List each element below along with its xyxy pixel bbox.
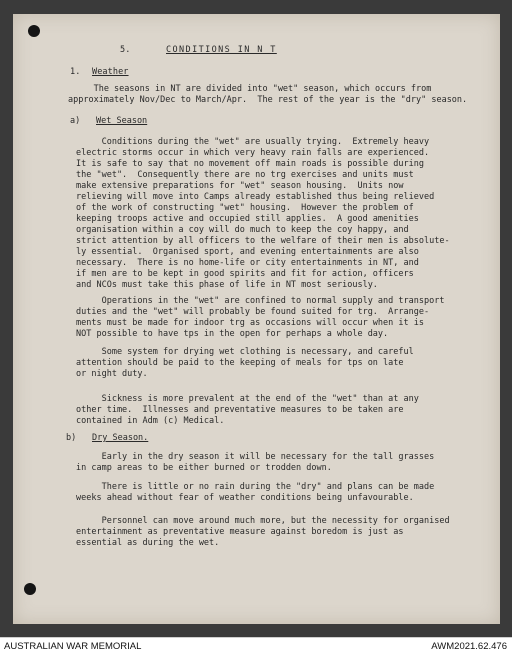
text-line: keeping troops active and occupied still applies. A good amenities — [76, 214, 419, 224]
text-line: ments must be made for indoor trg as occasions will occur when it is — [76, 318, 424, 328]
text-line: of the work of constructing "wet" housing. However the problem of — [76, 203, 414, 213]
page-number: 5. — [120, 45, 131, 55]
institution-name: AUSTRALIAN WAR MEMORIAL — [4, 641, 142, 652]
punch-hole-top — [28, 25, 40, 37]
text-line: make extensive preparations for "wet" season housing. Units now — [76, 181, 404, 191]
text-line: organisation within a coy will do much to keep the coy happy, and — [76, 225, 409, 235]
dry-season-title: Dry Season. — [92, 433, 149, 443]
text-line: strict attention by all officers to the welfare of their men is absolute- — [76, 236, 450, 246]
text-line: and NCOs must take this phase of life in NT most seriously. — [76, 280, 378, 290]
wet-paragraph-1 — [76, 137, 501, 291]
text-line: The seasons in NT are divided into "wet" season, which occurs from — [68, 84, 432, 94]
text-line: weeks ahead without fear of weather conditions being unfavourable. — [76, 493, 414, 503]
text-line: It is safe to say that no movement off main roads is possible during — [76, 159, 424, 169]
page-title — [166, 45, 277, 56]
text-line: Sickness is more prevalent at the end of the "wet" than at any — [76, 394, 419, 404]
text-line: duties and the "wet" will probably be found suited for trg. Arrange- — [76, 307, 430, 317]
text-line: Some system for drying wet clothing is necessary, and careful — [76, 347, 414, 357]
punch-hole-bottom — [24, 583, 36, 595]
text-line: electric storms occur in which very heavy rain falls are experienced. — [76, 148, 430, 158]
page-title-text: CONDITIONS IN N T — [166, 45, 277, 55]
text-line: if men are to be kept in good spirits and fit for action, officers — [76, 269, 414, 279]
text-line: attention should be paid to the keeping of meals for tps on late — [76, 358, 404, 368]
text-line: in camp areas to be either burned or trodden down. — [76, 463, 332, 473]
wet-paragraph-4 — [76, 394, 501, 427]
section-number: 1. — [70, 67, 81, 77]
text-line: Operations in the "wet" are confined to normal supply and transport — [76, 296, 445, 306]
text-line: Conditions during the "wet" are usually trying. Extremely heavy — [76, 137, 430, 147]
wet-paragraph-2 — [76, 296, 501, 340]
text-line: essential as during the wet. — [76, 538, 220, 548]
intro-paragraph — [68, 84, 493, 106]
wet-season-letter: a) — [70, 116, 81, 126]
dry-paragraph-1 — [76, 452, 501, 474]
text-line: approximately Nov/Dec to March/Apr. The rest of the year is the "dry" season. — [68, 95, 468, 105]
catalogue-number: AWM2021.62.476 — [431, 641, 507, 652]
text-line: necessary. There is no home-life or city entertainments in NT, and — [76, 258, 419, 268]
wet-season-title: Wet Season — [96, 116, 148, 126]
text-line: There is little or no rain during the "dry" and plans can be made — [76, 482, 435, 492]
text-line: other time. Illnesses and preventative measures to be taken are — [76, 405, 404, 415]
text-line: or night duty. — [76, 369, 148, 379]
wet-paragraph-3 — [76, 347, 501, 380]
section-title: Weather — [92, 67, 129, 77]
text-line: ly essential. Organised sport, and evening entertainments are also — [76, 247, 419, 257]
text-line: the "wet". Consequently there are no trg exercises and units must — [76, 170, 414, 180]
text-line: contained in Adm (c) Medical. — [76, 416, 225, 426]
dry-paragraph-3 — [76, 516, 501, 549]
dry-paragraph-2 — [76, 482, 501, 504]
text-line: relieving will move into Camps already established thus being relieved — [76, 192, 435, 202]
dry-season-letter: b) — [66, 433, 77, 443]
text-line: Personnel can move around much more, but the necessity for organised — [76, 516, 450, 526]
text-line: entertainment as preventative measure against boredom is just as — [76, 527, 404, 537]
archive-footer — [0, 637, 512, 654]
text-line: Early in the dry season it will be necessary for the tall grasses — [76, 452, 435, 462]
text-line: NOT possible to have tps in the open for perhaps a whole day. — [76, 329, 389, 339]
